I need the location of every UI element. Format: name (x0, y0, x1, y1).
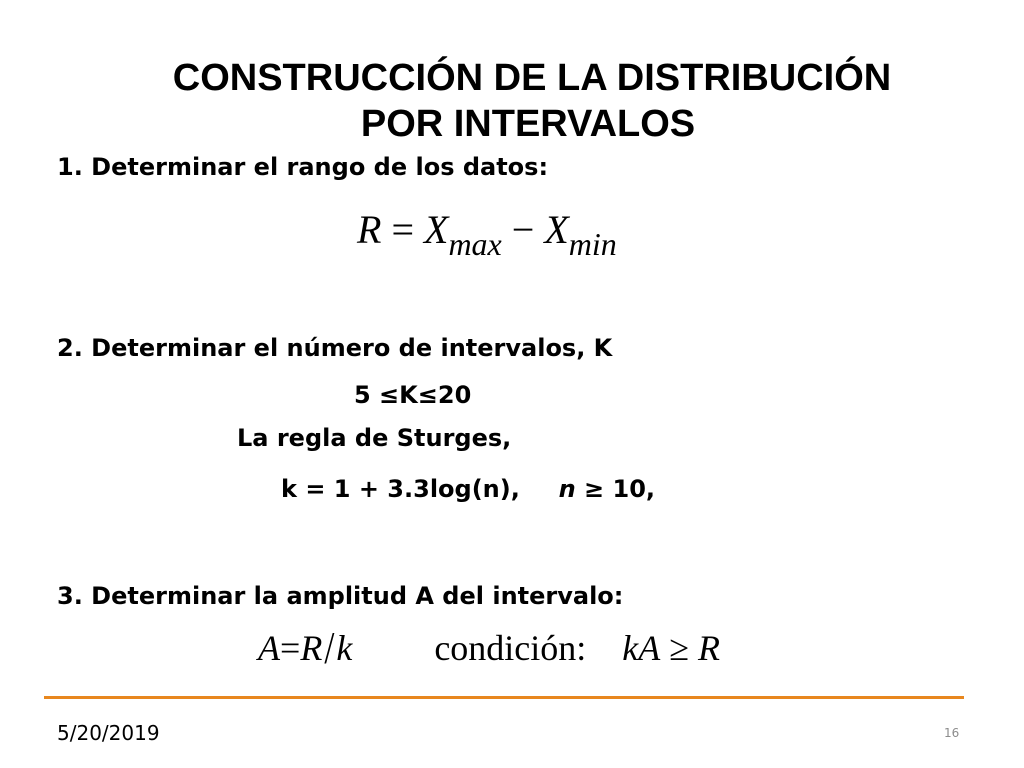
formula-minus: − (511, 207, 535, 252)
step2-heading: 2. Determinar el número de intervalos, K (57, 334, 613, 362)
formula-min-subscript: min (568, 226, 617, 262)
step3-heading: 3. Determinar la amplitud A del intervalo: (57, 582, 624, 610)
amplitude-formula (258, 623, 721, 673)
formula-a: A (258, 628, 280, 668)
sturges-formula-text: k = 1 + 3.3log(n), (281, 475, 520, 503)
formula-a-equals: = (280, 628, 301, 668)
k-range: 5 ≤K≤20 (354, 381, 472, 409)
sturges-n-condition: ≥ 10, (584, 475, 656, 503)
sturges-label: La regla de Sturges, (237, 424, 512, 452)
footer-date: 5/20/2019 (57, 721, 160, 745)
slide-number: 16 (944, 726, 960, 740)
formula-max-subscript: max (448, 226, 502, 262)
formula-x-min: X (544, 207, 569, 252)
formula-equals: = (391, 207, 414, 252)
sturges-formula (281, 474, 655, 504)
range-formula (357, 206, 617, 262)
step1-heading: 1. Determinar el rango de los datos: (57, 153, 549, 181)
formula-a-k: k (336, 628, 353, 668)
formula-r: R (357, 207, 382, 252)
footer-divider (44, 696, 964, 699)
condition-label: condición: (434, 628, 587, 668)
sturges-n: n (558, 475, 576, 503)
condition-r: R (698, 628, 721, 668)
condition-geq: ≥ (669, 628, 690, 668)
condition-ka: kA (622, 628, 661, 668)
slide-title-line1: CONSTRUCCIÓN DE LA DISTRIBUCIÓN (172, 57, 892, 99)
slide-title-line2: POR INTERVALOS (360, 103, 696, 145)
formula-a-r: R (300, 628, 323, 668)
formula-slash: / (324, 623, 335, 673)
formula-x-max: X (424, 207, 449, 252)
